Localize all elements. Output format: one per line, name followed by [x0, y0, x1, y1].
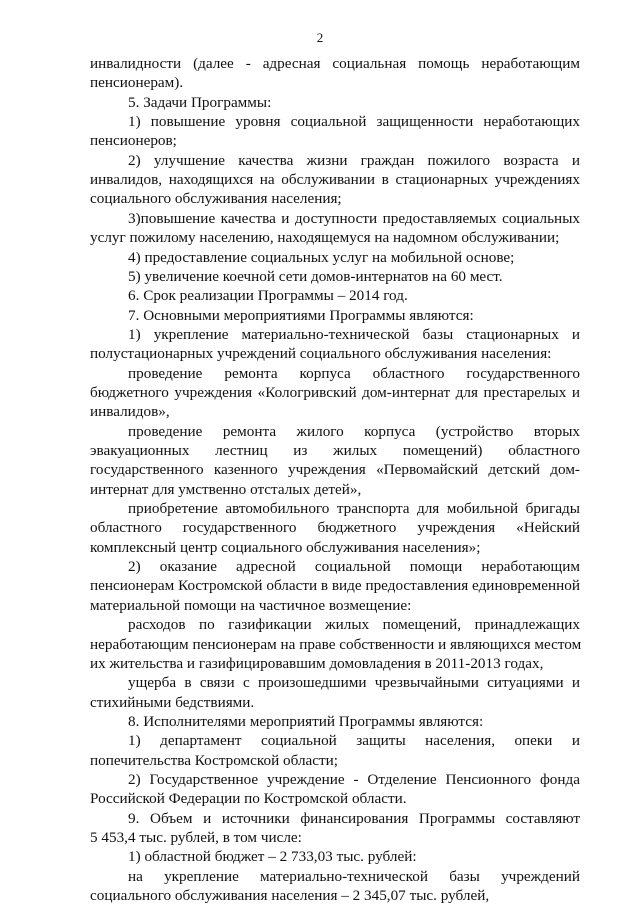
- text-line: 2) оказание адресной социальной помощи неработающим: [128, 558, 580, 576]
- text-line: 3)повышение качества и доступности предоставляемых социальных: [128, 209, 580, 227]
- text-line: приобретение автомобильного транспорта для мобильной бригады: [128, 500, 580, 518]
- text-line: услуг пожилому населению, находящемуся на надомном обслуживании;: [90, 229, 560, 247]
- page-number: 2: [316, 30, 324, 45]
- text-line: инвалидности (далее - адресная социальная помощь неработающим: [90, 55, 580, 72]
- text-line: интернат для умственно отсталых детей»,: [90, 480, 362, 498]
- text-line: областного государственного бюджетного учреждения «Нейский: [90, 519, 580, 537]
- text-line: попечительства Костромской области;: [90, 751, 339, 769]
- text-line: социального обслуживания населения;: [90, 190, 342, 208]
- text-line: эвакуационных лестниц из жилых помещений) областного: [90, 442, 580, 459]
- text-line: стихийными бедствиями.: [90, 693, 255, 711]
- text-line: ущерба в связи с произошедшими чрезвычайными ситуациями и: [128, 674, 580, 692]
- text-line: 5) увеличение коечной сети домов-интернатов на 60 мест.: [128, 267, 503, 285]
- text-line: 1) повышение уровня социальной защищенности неработающих: [128, 113, 580, 131]
- text-line: проведение ремонта жилого корпуса (устройство вторых: [128, 422, 580, 440]
- text-line: расходов по газификации жилых помещений, принадлежащих: [128, 616, 580, 634]
- text-line: 1) областной бюджет – 2 733,03 тыс. рублей:: [128, 848, 417, 866]
- text-line: полустационарных учреждений социального обслуживания населения:: [90, 345, 552, 363]
- text-line: проведение ремонта корпуса областного государственного: [128, 364, 580, 382]
- text-line: Российской Федерации по Костромской области.: [90, 790, 407, 808]
- text-line: 5 453,4 тыс. рублей, в том числе:: [90, 829, 302, 846]
- text-line: 1) департамент социальной защиты населения, опеки и: [128, 732, 580, 750]
- text-line: 9. Объем и источники финансирования Программы составляют: [128, 809, 580, 827]
- text-line: инвалидов, находящихся на обслуживании в стационарных учреждениях: [90, 171, 580, 189]
- text-line: 2) Государственное учреждение - Отделение Пенсионного фонда: [128, 770, 580, 788]
- text-line: 4) предоставление социальных услуг на мобильной основе;: [128, 248, 515, 266]
- text-line: бюджетного учреждения «Кологривский дом-интернат для престарелых и: [90, 383, 580, 401]
- text-line: 5. Задачи Программы:: [128, 93, 272, 111]
- text-line: пенсионерам).: [90, 74, 184, 92]
- text-line: материальной помощи на частичное возмещение:: [90, 596, 412, 614]
- text-line: инвалидов»,: [90, 403, 170, 421]
- text-line: 6. Срок реализации Программы – 2014 год.: [128, 287, 408, 305]
- text-line: пенсионеров;: [90, 132, 177, 150]
- text-line: комплексный центр социального обслуживания населения»;: [90, 538, 481, 556]
- text-line: государственного казенного учреждения «Первомайский детский дом-: [90, 461, 580, 479]
- text-line: социального обслуживания населения – 2 345,07 тыс. рублей,: [90, 887, 490, 905]
- text-line: 8. Исполнителями мероприятий Программы являются:: [128, 712, 484, 730]
- text-line: 2) улучшение качества жизни граждан пожилого возраста и: [128, 151, 580, 169]
- text-line: пенсионерам Костромской области в виде предоставления единовременной: [90, 577, 580, 595]
- text-line: 1) укрепление материально-технической базы стационарных и: [128, 325, 580, 343]
- text-line: 7. Основными мероприятиями Программы являются:: [128, 306, 474, 324]
- text-line: их жительства и газифицировавшим домовладения в 2011-2013 годах,: [90, 654, 544, 672]
- text-line: неработающим пенсионерам на праве собственности и являющихся местом: [90, 635, 582, 653]
- text-line: на укрепление материально-технической базы учреждений: [128, 867, 580, 885]
